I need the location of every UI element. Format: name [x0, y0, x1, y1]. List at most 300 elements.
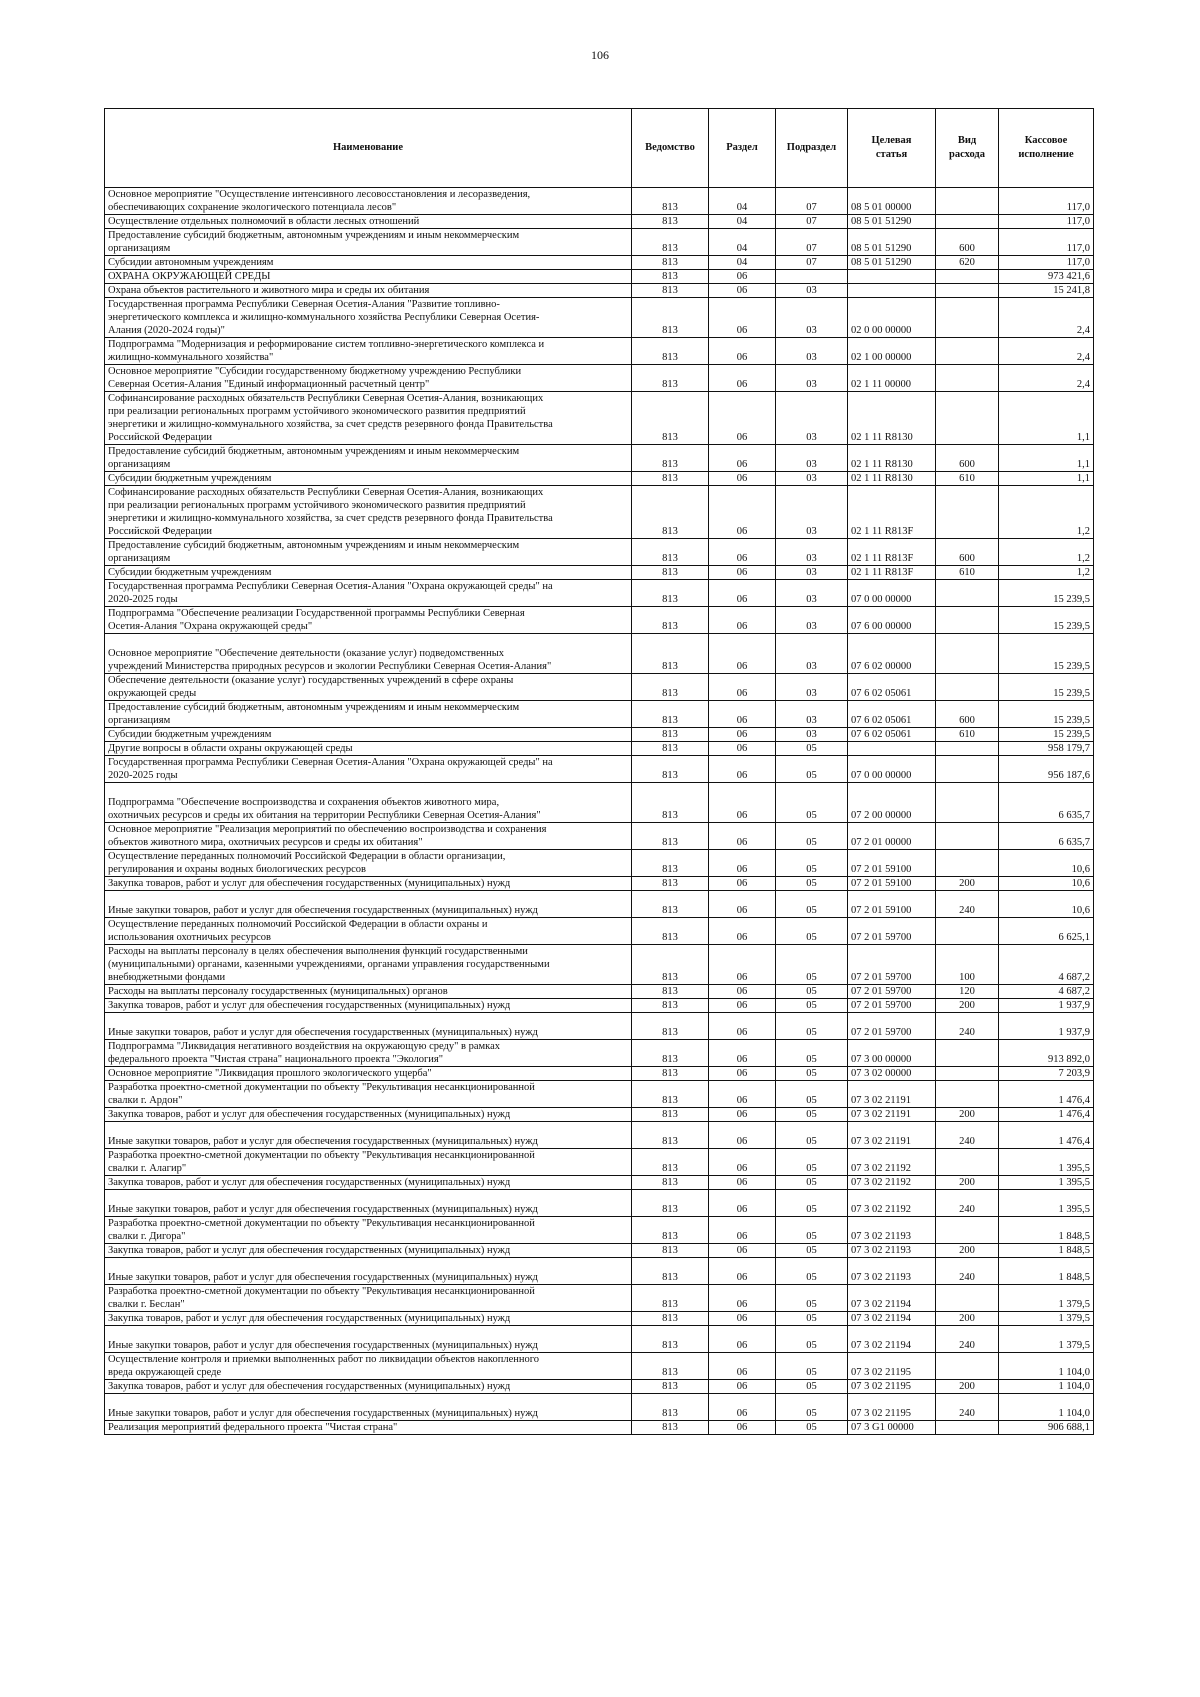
cell-target-article: 02 1 00 00000: [848, 338, 936, 365]
cell-target-article: 07 3 00 00000: [848, 1040, 936, 1067]
cell-subsection: 05: [776, 1326, 848, 1353]
page-number: 106: [591, 48, 609, 62]
cell-subsection: 05: [776, 985, 848, 999]
cell-expense-type: 200: [936, 1176, 999, 1190]
cell-execution: 2,4: [999, 298, 1094, 338]
cell-execution: 1,1: [999, 445, 1094, 472]
cell-section: 06: [709, 850, 776, 877]
cell-execution: 15 239,5: [999, 580, 1094, 607]
cell-target-article: 07 2 01 59100: [848, 891, 936, 918]
cell-subsection: 07: [776, 229, 848, 256]
cell-department: 813: [632, 1380, 709, 1394]
cell-section: 06: [709, 1067, 776, 1081]
cell-execution: 15 239,5: [999, 607, 1094, 634]
cell-expense-type: 200: [936, 1244, 999, 1258]
cell-expense-type: [936, 1421, 999, 1435]
cell-subsection: 05: [776, 1421, 848, 1435]
cell-name: Субсидии бюджетным учреждениям: [105, 728, 632, 742]
cell-execution: 1 937,9: [999, 999, 1094, 1013]
cell-expense-type: [936, 270, 999, 284]
cell-section: 06: [709, 392, 776, 445]
cell-target-article: 07 0 00 00000: [848, 756, 936, 783]
cell-section: 06: [709, 1176, 776, 1190]
cell-name: Обеспечение деятельности (оказание услуг) государственных учреждений в сфере охраны окружающей среды: [105, 674, 632, 701]
cell-department: 813: [632, 1190, 709, 1217]
cell-name: Субсидии бюджетным учреждениям: [105, 566, 632, 580]
cell-execution: 15 239,5: [999, 701, 1094, 728]
table-row: [105, 1122, 1094, 1149]
cell-section: 06: [709, 945, 776, 985]
cell-department: 813: [632, 728, 709, 742]
cell-target-article: 02 1 11 R813F: [848, 539, 936, 566]
cell-name: Подпрограмма "Обеспечение воспроизводства и сохранения объектов животного мира, охотничьих ресурсов и среды их обитания на территории Республики Северная Осетия-Алания": [105, 783, 632, 823]
cell-department: 813: [632, 580, 709, 607]
cell-expense-type: 610: [936, 728, 999, 742]
cell-expense-type: 620: [936, 256, 999, 270]
table-row: [105, 634, 1094, 674]
table-row: [105, 607, 1094, 634]
table-row: [105, 392, 1094, 445]
cell-subsection: 05: [776, 1312, 848, 1326]
cell-execution: 6 625,1: [999, 918, 1094, 945]
table-row: [105, 1285, 1094, 1312]
cell-expense-type: 200: [936, 1380, 999, 1394]
cell-name: Разработка проектно-сметной документации по объекту "Рекультивация несанкционированной свалки г. Алагир": [105, 1149, 632, 1176]
table-row: [105, 566, 1094, 580]
cell-name: Осуществление переданных полномочий Российской Федерации в области охраны и использования охотничьих ресурсов: [105, 918, 632, 945]
table-row: [105, 284, 1094, 298]
cell-section: 04: [709, 256, 776, 270]
cell-target-article: [848, 284, 936, 298]
cell-target-article: 02 1 11 R813F: [848, 566, 936, 580]
cell-expense-type: [936, 1149, 999, 1176]
cell-expense-type: [936, 1040, 999, 1067]
cell-expense-type: [936, 607, 999, 634]
table-row: [105, 850, 1094, 877]
cell-name: Закупка товаров, работ и услуг для обеспечения государственных (муниципальных) нужд: [105, 1244, 632, 1258]
cell-target-article: 07 3 02 21193: [848, 1258, 936, 1285]
cell-section: 06: [709, 270, 776, 284]
cell-subsection: 05: [776, 783, 848, 823]
cell-target-article: 07 3 02 21194: [848, 1326, 936, 1353]
cell-execution: 15 241,8: [999, 284, 1094, 298]
cell-department: 813: [632, 365, 709, 392]
cell-section: 06: [709, 1108, 776, 1122]
cell-expense-type: [936, 284, 999, 298]
cell-target-article: 07 3 02 21191: [848, 1108, 936, 1122]
cell-expense-type: 100: [936, 945, 999, 985]
cell-target-article: 07 6 02 05061: [848, 701, 936, 728]
table-row: [105, 1040, 1094, 1067]
cell-subsection: 05: [776, 1258, 848, 1285]
cell-execution: 1 395,5: [999, 1149, 1094, 1176]
cell-subsection: 03: [776, 445, 848, 472]
cell-execution: 10,6: [999, 850, 1094, 877]
table-row: [105, 1312, 1094, 1326]
cell-section: 06: [709, 985, 776, 999]
cell-name: Закупка товаров, работ и услуг для обеспечения государственных (муниципальных) нужд: [105, 1380, 632, 1394]
cell-expense-type: 610: [936, 566, 999, 580]
cell-expense-type: [936, 674, 999, 701]
cell-subsection: 03: [776, 298, 848, 338]
cell-expense-type: [936, 783, 999, 823]
cell-section: 06: [709, 823, 776, 850]
table-row: [105, 1067, 1094, 1081]
table-row: [105, 823, 1094, 850]
cell-target-article: 07 3 02 00000: [848, 1067, 936, 1081]
cell-target-article: 07 3 02 21192: [848, 1176, 936, 1190]
cell-target-article: 07 2 01 59700: [848, 918, 936, 945]
cell-expense-type: 240: [936, 1122, 999, 1149]
cell-name: Закупка товаров, работ и услуг для обеспечения государственных (муниципальных) нужд: [105, 1108, 632, 1122]
cell-subsection: 03: [776, 486, 848, 539]
cell-department: 813: [632, 188, 709, 215]
cell-name: Иные закупки товаров, работ и услуг для обеспечения государственных (муниципальных) нужд: [105, 891, 632, 918]
table-body: [105, 188, 1094, 1435]
table-row: [105, 877, 1094, 891]
cell-subsection: 05: [776, 1040, 848, 1067]
cell-section: 06: [709, 472, 776, 486]
cell-subsection: 03: [776, 365, 848, 392]
cell-execution: 117,0: [999, 215, 1094, 229]
cell-expense-type: 200: [936, 1312, 999, 1326]
cell-execution: 1 104,0: [999, 1394, 1094, 1421]
cell-subsection: 03: [776, 392, 848, 445]
cell-name: Закупка товаров, работ и услуг для обеспечения государственных (муниципальных) нужд: [105, 1312, 632, 1326]
table-row: [105, 999, 1094, 1013]
cell-subsection: 05: [776, 1122, 848, 1149]
cell-target-article: 07 6 02 05061: [848, 728, 936, 742]
cell-department: 813: [632, 877, 709, 891]
table-row: [105, 539, 1094, 566]
cell-department: 813: [632, 392, 709, 445]
cell-name: Расходы на выплаты персоналу в целях обеспечения выполнения функций государственными (муниципальными) органами, казенными учреждениями, органами управления государственными внебюджетными фондами: [105, 945, 632, 985]
cell-section: 06: [709, 756, 776, 783]
cell-subsection: 03: [776, 634, 848, 674]
cell-target-article: 07 2 01 00000: [848, 823, 936, 850]
cell-target-article: 07 2 01 59100: [848, 877, 936, 891]
table-row: [105, 445, 1094, 472]
cell-expense-type: 600: [936, 445, 999, 472]
table-row: [105, 918, 1094, 945]
cell-execution: 10,6: [999, 877, 1094, 891]
cell-subsection: 03: [776, 728, 848, 742]
cell-target-article: 07 2 01 59100: [848, 850, 936, 877]
cell-name: Иные закупки товаров, работ и услуг для обеспечения государственных (муниципальных) нужд: [105, 1258, 632, 1285]
table-row: [105, 338, 1094, 365]
cell-section: 06: [709, 580, 776, 607]
cell-target-article: 07 3 02 21192: [848, 1149, 936, 1176]
cell-name: Государственная программа Республики Северная Осетия-Алания "Охрана окружающей среды" на 2020-2025 годы: [105, 756, 632, 783]
cell-target-article: 07 2 01 59700: [848, 985, 936, 999]
table-row: [105, 298, 1094, 338]
cell-subsection: 05: [776, 891, 848, 918]
cell-department: 813: [632, 1326, 709, 1353]
table-row: [105, 1353, 1094, 1380]
cell-subsection: 07: [776, 188, 848, 215]
table-row: [105, 256, 1094, 270]
cell-execution: 1 379,5: [999, 1285, 1094, 1312]
cell-expense-type: [936, 188, 999, 215]
cell-name: Расходы на выплаты персоналу государственных (муниципальных) органов: [105, 985, 632, 999]
cell-name: Другие вопросы в области охраны окружающей среды: [105, 742, 632, 756]
cell-expense-type: 240: [936, 1013, 999, 1040]
cell-expense-type: 600: [936, 229, 999, 256]
cell-target-article: 07 3 02 21193: [848, 1217, 936, 1244]
cell-expense-type: 240: [936, 1394, 999, 1421]
cell-target-article: 07 3 02 21195: [848, 1353, 936, 1380]
cell-department: 813: [632, 338, 709, 365]
cell-name: Иные закупки товаров, работ и услуг для обеспечения государственных (муниципальных) нужд: [105, 1122, 632, 1149]
cell-subsection: 05: [776, 1108, 848, 1122]
table-row: [105, 891, 1094, 918]
cell-target-article: 08 5 01 51290: [848, 229, 936, 256]
cell-name: Иные закупки товаров, работ и услуг для обеспечения государственных (муниципальных) нужд: [105, 1190, 632, 1217]
cell-expense-type: 610: [936, 472, 999, 486]
header-expense-type: Вид расхода: [936, 109, 999, 188]
table-row: [105, 945, 1094, 985]
budget-execution-table: [104, 108, 1094, 1435]
cell-section: 06: [709, 742, 776, 756]
cell-expense-type: 600: [936, 539, 999, 566]
table-row: [105, 1258, 1094, 1285]
table-row: [105, 1421, 1094, 1435]
cell-expense-type: 240: [936, 891, 999, 918]
cell-name: Субсидии бюджетным учреждениям: [105, 472, 632, 486]
header-name: Наименование: [105, 109, 632, 188]
cell-section: 06: [709, 365, 776, 392]
table-row: [105, 1108, 1094, 1122]
cell-department: 813: [632, 486, 709, 539]
cell-name: Предоставление субсидий бюджетным, автономным учреждениям и иным некоммерческим организациям: [105, 701, 632, 728]
table-row: [105, 756, 1094, 783]
cell-subsection: 05: [776, 850, 848, 877]
cell-expense-type: 200: [936, 1108, 999, 1122]
cell-name: Предоставление субсидий бюджетным, автономным учреждениям и иным некоммерческим организациям: [105, 445, 632, 472]
cell-section: 06: [709, 1353, 776, 1380]
cell-subsection: 05: [776, 877, 848, 891]
cell-expense-type: 240: [936, 1258, 999, 1285]
cell-subsection: 05: [776, 1176, 848, 1190]
cell-name: Государственная программа Республики Северная Осетия-Алания "Развитие топливно- энергетического комплекса и жилищно-коммунального хозяйства Республики Северная Осетия- Алания (2020-2024 годы)": [105, 298, 632, 338]
cell-execution: 958 179,7: [999, 742, 1094, 756]
cell-name: Подпрограмма "Ликвидация негативного воздействия на окружающую среду" в рамках федерального проекта "Чистая страна" национального проекта "Экология": [105, 1040, 632, 1067]
cell-department: 813: [632, 1149, 709, 1176]
cell-section: 06: [709, 999, 776, 1013]
cell-subsection: 03: [776, 284, 848, 298]
cell-name: Разработка проектно-сметной документации по объекту "Рекультивация несанкционированной свалки г. Беслан": [105, 1285, 632, 1312]
table-row: [105, 1176, 1094, 1190]
cell-target-article: 07 3 G1 00000: [848, 1421, 936, 1435]
cell-expense-type: [936, 215, 999, 229]
cell-target-article: 07 6 02 00000: [848, 634, 936, 674]
cell-department: 813: [632, 701, 709, 728]
cell-name: Охрана объектов растительного и животного мира и среды их обитания: [105, 284, 632, 298]
cell-target-article: 07 2 00 00000: [848, 783, 936, 823]
cell-expense-type: [936, 1067, 999, 1081]
cell-department: 813: [632, 891, 709, 918]
cell-subsection: 05: [776, 1244, 848, 1258]
header-execution: Кассовое исполнение: [999, 109, 1094, 188]
cell-execution: 10,6: [999, 891, 1094, 918]
cell-department: 813: [632, 284, 709, 298]
cell-subsection: 05: [776, 1394, 848, 1421]
cell-expense-type: [936, 918, 999, 945]
cell-execution: 913 892,0: [999, 1040, 1094, 1067]
cell-name: Закупка товаров, работ и услуг для обеспечения государственных (муниципальных) нужд: [105, 999, 632, 1013]
cell-execution: 906 688,1: [999, 1421, 1094, 1435]
cell-subsection: 05: [776, 742, 848, 756]
cell-subsection: 03: [776, 539, 848, 566]
cell-subsection: 03: [776, 607, 848, 634]
cell-target-article: 02 1 11 R8130: [848, 445, 936, 472]
table-row: [105, 742, 1094, 756]
cell-name: Разработка проектно-сметной документации по объекту "Рекультивация несанкционированной свалки г. Ардон": [105, 1081, 632, 1108]
cell-name: Основное мероприятие "Осуществление интенсивного лесовосстановления и лесоразведения, обеспечивающих сохранение экологического потенциала лесов": [105, 188, 632, 215]
cell-execution: 2,4: [999, 365, 1094, 392]
cell-name: Предоставление субсидий бюджетным, автономным учреждениям и иным некоммерческим организациям: [105, 539, 632, 566]
cell-expense-type: 600: [936, 701, 999, 728]
cell-subsection: 05: [776, 999, 848, 1013]
header-section: Раздел: [709, 109, 776, 188]
cell-execution: 1,2: [999, 539, 1094, 566]
cell-department: 813: [632, 756, 709, 783]
cell-name: Софинансирование расходных обязательств Республики Северная Осетия-Алания, возникающих при реализации региональных программ устойчивого экономического развития предприятий энергетики и жилищно-коммунального хозяйства, за счет средств резервного фонда Правительства Российской Федерации: [105, 486, 632, 539]
cell-execution: 1 379,5: [999, 1326, 1094, 1353]
cell-department: 813: [632, 823, 709, 850]
cell-section: 06: [709, 918, 776, 945]
cell-target-article: 07 2 01 59700: [848, 1013, 936, 1040]
cell-name: Предоставление субсидий бюджетным, автономным учреждениям и иным некоммерческим организациям: [105, 229, 632, 256]
cell-department: 813: [632, 1108, 709, 1122]
cell-department: 813: [632, 1081, 709, 1108]
header-subsection: Подраздел: [776, 109, 848, 188]
table-row: [105, 1244, 1094, 1258]
cell-execution: 1 848,5: [999, 1244, 1094, 1258]
cell-target-article: 07 3 02 21194: [848, 1285, 936, 1312]
cell-execution: 1 104,0: [999, 1380, 1094, 1394]
cell-name: Закупка товаров, работ и услуг для обеспечения государственных (муниципальных) нужд: [105, 877, 632, 891]
cell-subsection: 03: [776, 580, 848, 607]
table-row: [105, 270, 1094, 284]
cell-department: 813: [632, 256, 709, 270]
cell-section: 06: [709, 701, 776, 728]
cell-department: 813: [632, 1394, 709, 1421]
cell-expense-type: [936, 1081, 999, 1108]
cell-target-article: 07 2 01 59700: [848, 999, 936, 1013]
cell-section: 06: [709, 338, 776, 365]
cell-subsection: 05: [776, 918, 848, 945]
cell-department: 813: [632, 298, 709, 338]
cell-name: Основное мероприятие "Реализация мероприятий по обеспечению воспроизводства и сохранения объектов животного мира, охотничьих ресурсов и среды их обитания": [105, 823, 632, 850]
cell-expense-type: [936, 756, 999, 783]
cell-execution: 4 687,2: [999, 945, 1094, 985]
cell-department: 813: [632, 270, 709, 284]
cell-name: ОХРАНА ОКРУЖАЮЩЕЙ СРЕДЫ: [105, 270, 632, 284]
cell-expense-type: [936, 338, 999, 365]
table-row: [105, 472, 1094, 486]
header-department: Ведомство: [632, 109, 709, 188]
cell-name: Разработка проектно-сметной документации по объекту "Рекультивация несанкционированной свалки г. Дигора": [105, 1217, 632, 1244]
cell-execution: 6 635,7: [999, 823, 1094, 850]
cell-section: 06: [709, 1244, 776, 1258]
cell-name: Основное мероприятие "Субсидии государственному бюджетному учреждению Республики Северная Осетия-Алания "Единый информационный расчетный центр": [105, 365, 632, 392]
cell-subsection: 03: [776, 338, 848, 365]
cell-section: 06: [709, 634, 776, 674]
table-row: [105, 486, 1094, 539]
cell-name: Иные закупки товаров, работ и услуг для обеспечения государственных (муниципальных) нужд: [105, 1013, 632, 1040]
cell-subsection: 05: [776, 1013, 848, 1040]
cell-subsection: 03: [776, 674, 848, 701]
table-row: [105, 580, 1094, 607]
table-row: [105, 215, 1094, 229]
cell-expense-type: 240: [936, 1326, 999, 1353]
cell-department: 813: [632, 945, 709, 985]
cell-subsection: 07: [776, 256, 848, 270]
table-row: [105, 1326, 1094, 1353]
cell-section: 06: [709, 1013, 776, 1040]
cell-target-article: 02 1 11 R8130: [848, 392, 936, 445]
cell-subsection: 05: [776, 823, 848, 850]
cell-section: 06: [709, 1326, 776, 1353]
cell-target-article: [848, 270, 936, 284]
cell-expense-type: 240: [936, 1190, 999, 1217]
cell-department: 813: [632, 634, 709, 674]
table-row: [105, 188, 1094, 215]
cell-subsection: 03: [776, 566, 848, 580]
cell-section: 06: [709, 445, 776, 472]
cell-expense-type: 120: [936, 985, 999, 999]
cell-target-article: [848, 742, 936, 756]
table-row: [105, 1380, 1094, 1394]
cell-subsection: [776, 270, 848, 284]
cell-subsection: 05: [776, 1353, 848, 1380]
cell-target-article: 07 3 02 21193: [848, 1244, 936, 1258]
cell-target-article: 07 3 02 21195: [848, 1394, 936, 1421]
cell-section: 06: [709, 1312, 776, 1326]
cell-target-article: 08 5 01 51290: [848, 215, 936, 229]
cell-subsection: 03: [776, 701, 848, 728]
cell-execution: 6 635,7: [999, 783, 1094, 823]
cell-section: 06: [709, 298, 776, 338]
cell-expense-type: [936, 365, 999, 392]
cell-name: Софинансирование расходных обязательств Республики Северная Осетия-Алания, возникающих при реализации региональных программ устойчивого экономического развития предприятий энергетики и жилищно-коммунального хозяйства, за счет средств резервного фонда Правительства Российской Федерации: [105, 392, 632, 445]
cell-execution: 1 395,5: [999, 1190, 1094, 1217]
cell-execution: 1,1: [999, 472, 1094, 486]
cell-section: 06: [709, 674, 776, 701]
cell-execution: 117,0: [999, 229, 1094, 256]
cell-expense-type: [936, 742, 999, 756]
cell-expense-type: [936, 580, 999, 607]
cell-department: 813: [632, 215, 709, 229]
table-row: [105, 1190, 1094, 1217]
cell-execution: 956 187,6: [999, 756, 1094, 783]
cell-subsection: 05: [776, 1285, 848, 1312]
cell-section: 06: [709, 1122, 776, 1149]
cell-target-article: 07 3 02 21191: [848, 1122, 936, 1149]
cell-section: 06: [709, 1421, 776, 1435]
cell-execution: 15 239,5: [999, 674, 1094, 701]
cell-section: 06: [709, 1285, 776, 1312]
cell-subsection: 05: [776, 756, 848, 783]
cell-department: 813: [632, 1176, 709, 1190]
table-header-row: [105, 109, 1094, 188]
cell-department: 813: [632, 1067, 709, 1081]
cell-expense-type: [936, 392, 999, 445]
cell-execution: 117,0: [999, 256, 1094, 270]
cell-department: 813: [632, 1244, 709, 1258]
cell-name: Закупка товаров, работ и услуг для обеспечения государственных (муниципальных) нужд: [105, 1176, 632, 1190]
